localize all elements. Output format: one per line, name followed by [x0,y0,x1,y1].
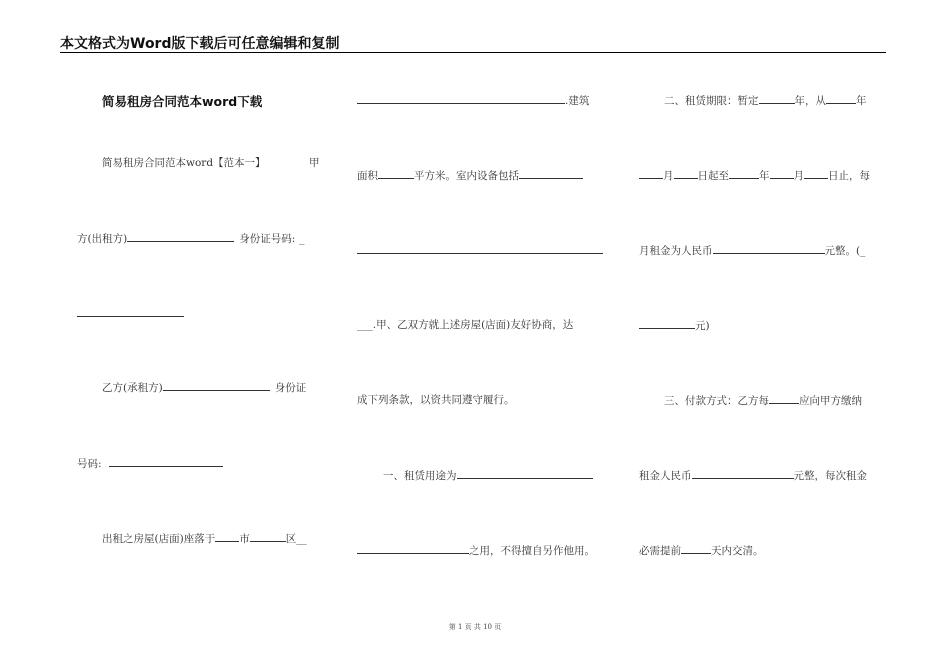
building-suffix: .建筑 [565,95,590,107]
advance-days-blank [681,543,711,554]
rent-total-blank [692,468,794,479]
equipment-continue-blank [357,253,603,254]
use-continue-blank [357,543,469,554]
intro-line [102,156,266,170]
term-line [664,93,867,108]
payment-label: 三、付款方式：乙方每 [664,395,769,407]
header-rule [60,52,886,53]
document-banner: 本文格式为Word版下载后可任意编辑和复制 [60,36,340,52]
party-a-id-underscore: _ [299,233,305,245]
term-label: 二、租赁期限：暂定 [664,95,759,107]
advance-line [639,543,764,558]
party-b-label: 乙方(承租方) [102,382,163,394]
month-label-1: 月 [663,170,674,182]
party-b-id-line [77,456,223,471]
rent-total-suffix: 元整，每次租金 [793,470,867,482]
party-a-label: 方(出租方) [77,233,128,245]
rent-total-line [639,468,867,483]
rent-paren-underscore: _ [860,245,866,257]
equipment-blank [519,168,583,179]
year-label-2: 年 [759,170,770,182]
area-mid: 平方米。室内设备包括 [414,170,519,182]
use-suffix: 之用，不得擅自另作他用。 [469,545,595,557]
id-number-label: 号码: [77,458,102,470]
district-label: 区 [285,533,297,545]
agreement-line: 成下列条款，以资共同遵守履行。 [357,394,515,406]
rent-total-prefix: 租金人民币 [639,470,692,482]
advance-prefix: 必需提前 [639,545,681,557]
term-year-from: 年，从 [794,95,826,107]
jia-label: 甲 [309,157,320,169]
party-a-name-blank [127,231,234,242]
start-month-blank [639,168,663,179]
end-year-blank [729,168,759,179]
party-b-line [102,380,306,395]
use-line [383,468,593,483]
start-day-blank [674,168,698,179]
rent-amount-blank [713,243,825,254]
area-prefix: 面积 [357,170,378,182]
location-city-blank [215,531,239,542]
party-a-line [77,231,305,246]
day-to-label: 日止，每 [828,170,870,182]
location-district-blank [250,531,286,542]
intro-text: 简易租房合同范本word【范本一】 [102,157,266,169]
rent-suffix: 元整。( [824,245,861,257]
date-range-line [639,168,870,183]
term-years-blank [759,93,795,104]
location-line [102,531,307,546]
use-blank [457,468,593,479]
start-year-blank [826,93,856,104]
party-a-id-label: 身份证号码: [239,233,296,245]
location-prefix: 出租之房屋(店面)座落于 [102,533,216,545]
party-b-name-blank [163,380,270,391]
location-trailing: __ [296,533,307,545]
month-label-2: 月 [793,170,804,182]
rent-figure-line [639,318,710,333]
payment-line [664,393,862,408]
use-label: 一、租赁用途为 [383,470,457,482]
day-from-label: 日起至 [697,170,729,182]
end-day-blank [804,168,828,179]
building-line [357,93,589,108]
negotiation-line [357,318,573,332]
yuan-close: 元) [695,320,710,332]
negotiation-prefix: ___ [357,319,373,331]
document-title: 简易租房合同范本word下载 [102,94,263,109]
use-suffix-line [357,543,595,558]
negotiation-text: .甲、乙双方就上述房屋(店面)友好协商，达 [372,319,574,331]
rent-figure-blank [639,318,695,329]
advance-suffix: 天内交清。 [711,545,764,557]
area-line [357,168,583,183]
rent-prefix: 月租金为人民币 [639,245,713,257]
end-month-blank [770,168,794,179]
payment-suffix: 应向甲方缴纳 [799,395,862,407]
area-blank [378,168,414,179]
rent-line [639,243,865,258]
address-blank [357,93,565,104]
party-b-id-label: 身份证 [274,382,307,394]
party-b-id-blank [109,456,223,467]
page-footer: 第 1 页 共 10 页 [448,623,502,631]
payment-period-blank [769,393,799,404]
city-label: 市 [239,533,250,545]
term-year-end: 年 [856,95,867,107]
party-a-id-blank [77,316,184,317]
